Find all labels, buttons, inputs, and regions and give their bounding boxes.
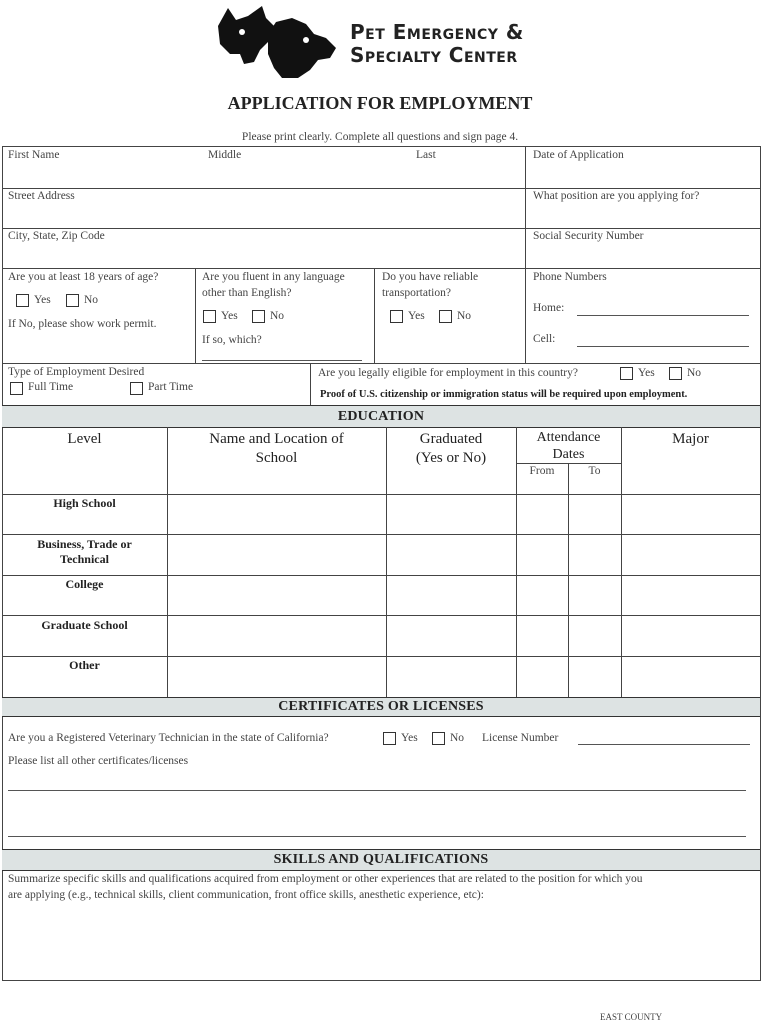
eligibility-question: Are you legally eligible for employment in this country? [318, 367, 578, 379]
certificates-title: CERTIFICATES OR LICENSES [278, 699, 484, 714]
org-name-line2: Specialty Center [350, 43, 518, 67]
age-no-label: No [84, 294, 99, 306]
eligible-yes-label: Yes [638, 367, 655, 379]
language-yes-label: Yes [221, 310, 238, 322]
col-attendance-line2: Dates [552, 447, 585, 462]
rvt-question: Are you a Registered Veterinary Technician in the state of California? [8, 732, 329, 744]
eligible-no-label: No [687, 367, 702, 379]
position-label: What position are you applying for? [533, 190, 700, 202]
full-time-checkbox[interactable] [10, 382, 23, 395]
col-to: To [588, 465, 601, 477]
pet-logo [214, 4, 338, 80]
rvt-no-checkbox[interactable] [432, 732, 445, 745]
col-attendance-line1: Attendance [536, 430, 601, 445]
row-business-trade-line2: Technical [60, 552, 109, 566]
skills-header [2, 849, 760, 871]
transportation-question-line2: transportation? [382, 287, 451, 299]
eligible-no-checkbox[interactable] [669, 367, 682, 380]
street-address-label: Street Address [8, 190, 75, 202]
dog-silhouette-icon [268, 18, 336, 78]
ssn-field[interactable] [527, 246, 759, 267]
license-number-field[interactable] [578, 744, 750, 745]
license-number-label: License Number [482, 732, 559, 744]
col-graduated-line2: (Yes or No) [415, 450, 487, 466]
last-name-label: Last [416, 149, 436, 161]
part-time-checkbox[interactable] [130, 382, 143, 395]
language-which-label: If so, which? [202, 334, 262, 346]
ssn-label: Social Security Number [533, 230, 644, 242]
row-high-school: High School [53, 496, 116, 510]
transportation-question-line1: Do you have reliable [382, 271, 479, 283]
first-name-label: First Name [8, 149, 60, 161]
certificates-line-1[interactable] [8, 790, 746, 791]
employment-type-label: Type of Employment Desired [8, 366, 145, 378]
col-from: From [529, 465, 555, 477]
language-no-checkbox[interactable] [252, 310, 265, 323]
age-no-checkbox[interactable] [66, 294, 79, 307]
full-time-label: Full Time [28, 381, 74, 393]
position-field[interactable] [527, 206, 759, 227]
street-address-field[interactable] [3, 206, 524, 227]
date-of-application-label: Date of Application [533, 149, 624, 161]
language-yes-checkbox[interactable] [203, 310, 216, 323]
skills-title: SKILLS AND QUALIFICATIONS [273, 852, 489, 867]
transportation-yes-checkbox[interactable] [390, 310, 403, 323]
language-question-line1: Are you fluent in any language [202, 271, 345, 283]
date-of-application-field[interactable] [527, 166, 759, 187]
language-which-field[interactable] [202, 360, 362, 361]
part-time-label: Part Time [148, 381, 194, 393]
city-state-zip-label: City, State, Zip Code [8, 230, 105, 242]
instructions: Please print clearly. Complete all questions and sign page 4. [241, 131, 519, 143]
transportation-no-label: No [457, 310, 472, 322]
age-yes-checkbox[interactable] [16, 294, 29, 307]
col-major: Major [672, 431, 709, 447]
language-no-label: No [270, 310, 285, 322]
col-school-line2: School [255, 450, 298, 466]
certificates-line-2[interactable] [8, 836, 746, 837]
city-state-zip-field[interactable] [3, 246, 524, 267]
row-business-trade-line1: Business, Trade or [37, 537, 132, 551]
row-college: College [65, 577, 104, 591]
transportation-yes-label: Yes [408, 310, 425, 322]
cell-phone-label: Cell: [533, 333, 556, 345]
page-title: APPLICATION FOR EMPLOYMENT [227, 93, 533, 113]
cat-silhouette-icon [218, 6, 274, 64]
home-phone-field[interactable] [577, 315, 749, 316]
row-graduate-school: Graduate School [41, 618, 128, 632]
education-header [2, 405, 760, 428]
transportation-no-checkbox[interactable] [439, 310, 452, 323]
col-level: Level [67, 431, 102, 447]
col-school-line1: Name and Location of [209, 431, 344, 447]
row-other: Other [69, 658, 100, 672]
cell-phone-field[interactable] [577, 346, 749, 347]
language-question-line2: other than English? [202, 287, 292, 299]
rvt-yes-label: Yes [401, 732, 418, 744]
proof-note: Proof of U.S. citizenship or immigration status will be required upon employment. [320, 389, 688, 400]
skills-prompt-line1: Summarize specific skills and qualifications acquired from employment or other experiences that are related to the position for which you [8, 873, 643, 885]
skills-prompt-line2: are applying (e.g., technical skills, client communication, front office skills, anesthetic experience, etc): [8, 889, 484, 901]
rvt-yes-checkbox[interactable] [383, 732, 396, 745]
phone-numbers-label: Phone Numbers [533, 271, 607, 283]
eligible-yes-checkbox[interactable] [620, 367, 633, 380]
work-permit-note: If No, please show work permit. [8, 318, 157, 330]
rvt-no-label: No [450, 732, 465, 744]
name-field[interactable] [3, 166, 524, 187]
education-title: EDUCATION [337, 409, 425, 424]
age-question: Are you at least 18 years of age? [8, 271, 159, 283]
other-certificates-prompt: Please list all other certificates/licenses [8, 755, 189, 767]
age-yes-label: Yes [34, 294, 51, 306]
middle-name-label: Middle [208, 149, 242, 161]
col-graduated-line1: Graduated [419, 431, 483, 447]
home-phone-label: Home: [533, 302, 565, 314]
skills-answer-area[interactable] [4, 906, 758, 978]
org-name-line1: Pet Emergency & [350, 20, 524, 44]
footer-location: EAST COUNTY [600, 1012, 663, 1022]
certificates-header [2, 697, 760, 717]
